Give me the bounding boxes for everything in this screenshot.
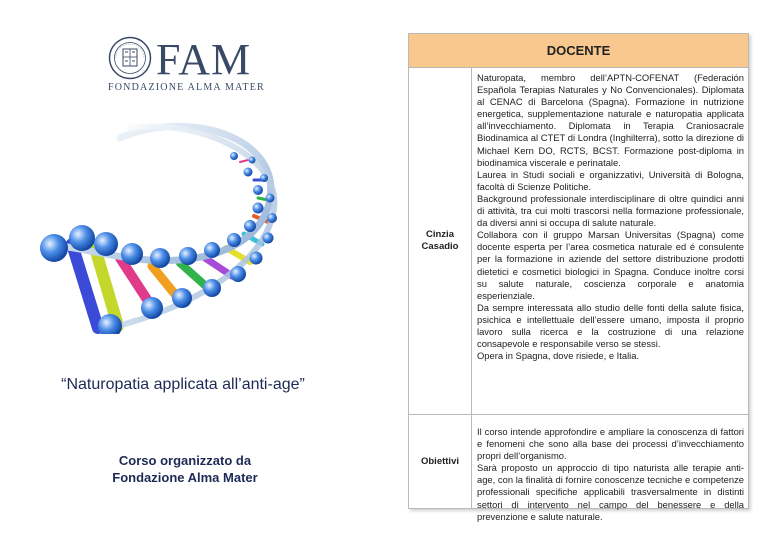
objectives-label: Obiettivi [420,455,459,467]
teacher-name-cell [409,68,472,414]
logo-wordmark: FAM [156,35,252,84]
bio-paragraph: Naturopata, membro dell’APTN-COFENAT (Federación Española Terapias Naturales y No Convencionales). Diplomata al CENAC di Barcelona (Spagna). Formazione in nutrizione energetica, supplementazione naturale e naturopatia applicata all’invecchiamento. Diplomata in Terapia Craniosacrale Biodinamica al CTET di Londra (Inghilterra), sotto la direzione di Michael Kern DO, RCTS, BCST. Formazione post-diploma in biodinamica viscerale e perinatale. [477,72,744,168]
table-header: DOCENTE [409,34,748,68]
teacher-last-name: Casadio [421,241,459,252]
organizer-line-2: Fondazione Alma Mater [112,470,258,485]
organizer-line-1: Corso organizzato da [118,453,252,468]
dna-helix-illustration [40,98,340,334]
objectives-paragraph: Sarà proposto un approccio di tipo naturista alle terapie anti-age, con la finalità di fornire conoscenze tecniche e competenze professionali specifiche applicabili trasversalmente in distinti settori di intervento nel campo del benessere e della prevenzione e salute naturale. [477,462,744,522]
bio-paragraph: Da sempre interessata allo studio delle fonti della salute fisica, psichica e intellettuale dell’essere umano, imposta il proprio lavoro sulla ricerca e la costruzione di una relazione consapevole e responsabile verso se stessi. [477,301,744,350]
bio-paragraph: Collabora con il gruppo Marsan Universitas (Spagna) come docente esperta per l’area cosmetica naturale ed é consulente per la formazione in aziende del settore distribuzione prodotti dietetici e cosmetici biologici in Spagna. Conduce inoltre corsi su salute naturale, coscienza corporale e anatomia esperienziale. [477,229,744,301]
organizer-block [60,452,310,486]
bio-paragraph: Background professionale interdisciplinare di oltre quindici anni di attività, tra cui molti trascorsi nella formazione professionale, da diversi anni si occupa di salute naturale. [477,192,744,229]
info-table [408,33,749,522]
bio-paragraph: Laurea in Studi sociali e organizzativi, Università di Bologna, facoltà di Scienze Politiche. [477,168,744,192]
teacher-first-name: Cinzia [426,229,454,240]
logo-subtitle: FONDAZIONE ALMA MATER [108,82,265,93]
teacher-bio-cell [473,72,748,412]
objectives-paragraph: Il corso intende approfondire e ampliare la conoscenza di fattori e fenomeni che sono alla base dei processi d’invecchiamento propri dell’organismo. [477,426,744,462]
objectives-text-cell [473,426,748,522]
bio-paragraph: Opera in Spagna, dove risiede, e Italia. [477,350,640,362]
course-title: “Naturopatia applicata all’anti-age” [61,376,305,393]
fam-logo [108,36,268,92]
university-seal-icon [108,36,152,80]
objectives-label-cell [409,415,472,508]
